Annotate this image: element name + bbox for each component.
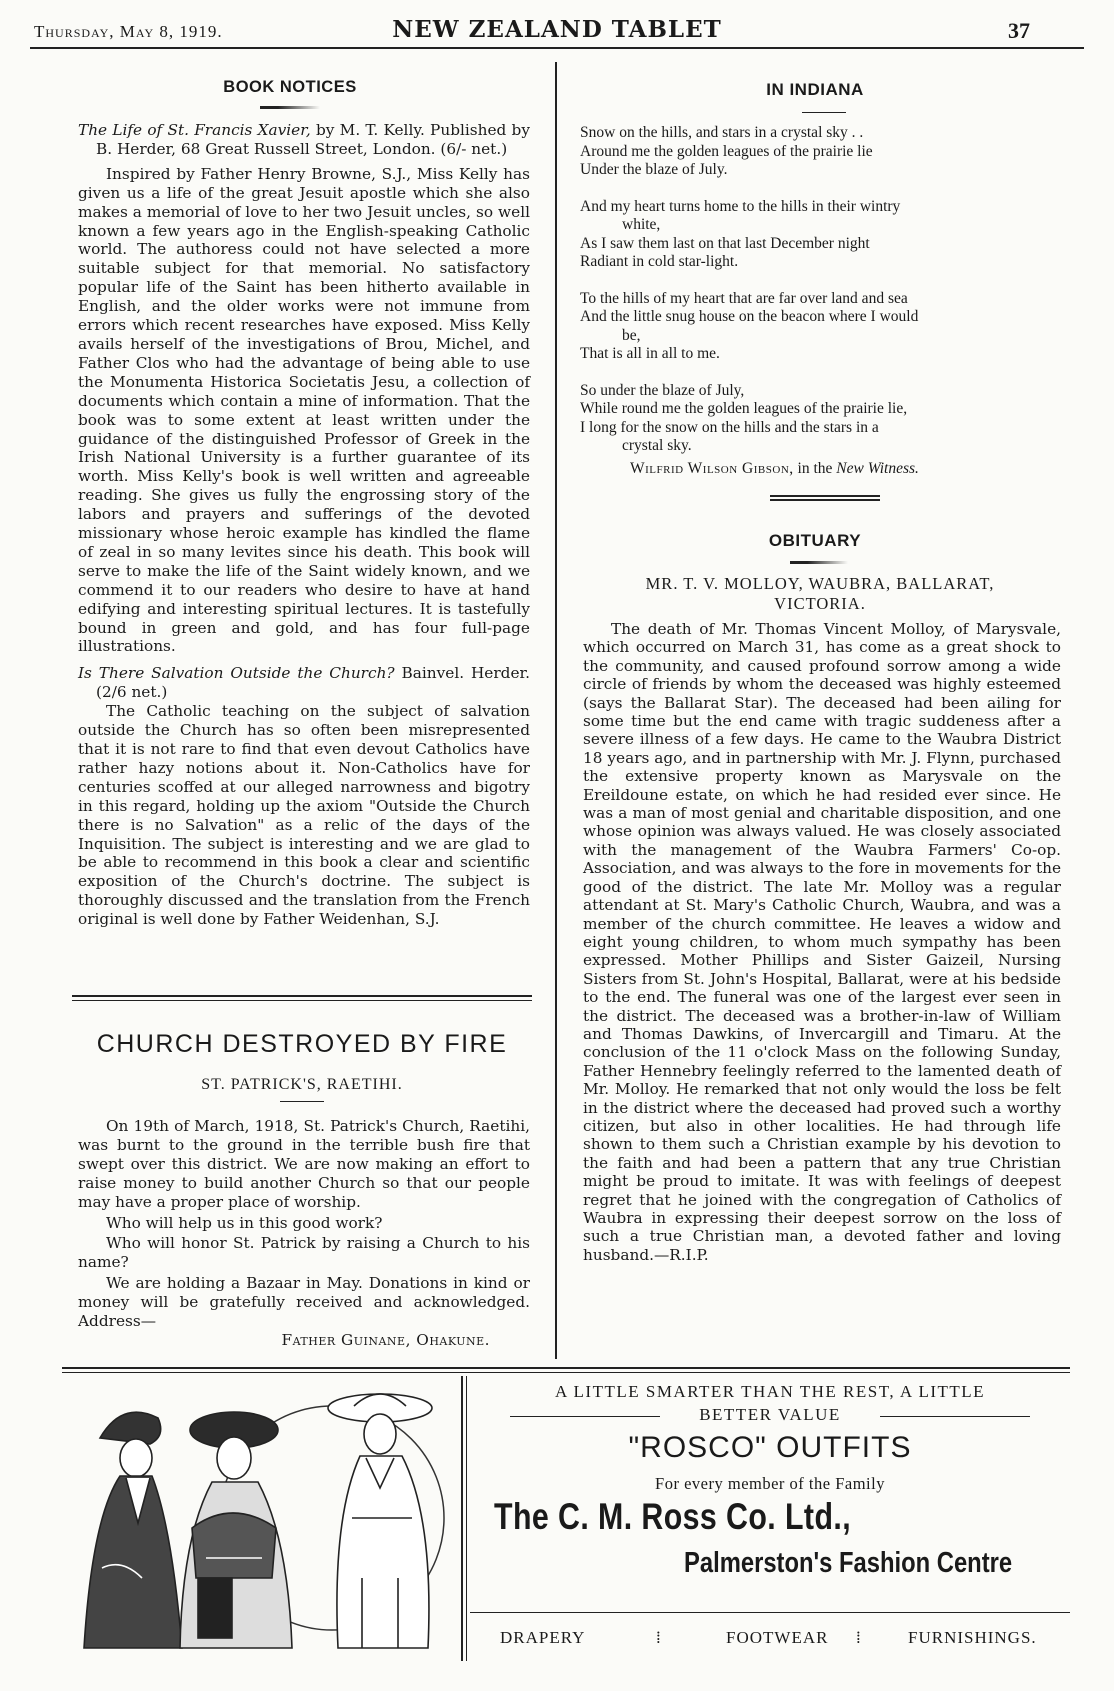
poem-line: Radiant in cold star-light. [580,253,739,270]
header-rule [30,47,1084,49]
column-divider [555,62,557,1359]
poem-line: crystal sky. [622,437,692,454]
poem-line: That is all in all to me. [580,345,720,362]
poem-body [580,124,1060,478]
ad-bullet-icon: ⁞ [856,1628,862,1647]
ad-rule-bottom [470,1612,1070,1613]
poem-author: Wilfrid Wilson Gibson, [630,459,794,477]
poem-line: As I saw them last on that last December night [580,234,870,252]
poem-end-rule [770,495,880,497]
book2-publisher: Bainvel. Herder. (2/6 net.) [96,664,530,702]
obituary-subheading-line: MR. T. V. MOLLOY, WAUBRA, BALLARAT, [645,574,995,593]
poem-end-rule [770,499,880,501]
ad-department: DRAPERY [500,1628,586,1647]
poem-source-prefix: in the [797,459,833,477]
tagline-dash [880,1416,1030,1417]
poem-stanza [580,124,1060,180]
masthead: NEW ZEALAND TABLET [392,16,722,43]
poem-line: Snow on the hills, and stars in a crystal sky . . [580,124,864,141]
poem-line: While round me the golden leagues of the prairie lie, [580,400,908,417]
ad-rule-top2 [62,1372,1070,1373]
book1-publisher: by M. T. Kelly. Published by B. Herder, 68 Great Russell Street, London. (6/- net.) [96,121,530,158]
ad-for-line: For every member of the Family [655,1474,885,1493]
poem-line: And the little snug house on the beacon where I would [580,308,919,325]
book-notices-heading: BOOK NOTICES [223,78,357,96]
church-fire-signature: Father Guinane, Ohakune. [281,1330,490,1349]
church-fire-paragraph: Who will help us in this good work? [106,1213,383,1232]
church-fire-paragraph: On 19th of March, 1918, St. Patrick's Church, Raetihi, was burnt to the ground in the terrible bush fire that swept over this district. We are now making an effort to raise money to build another Church so that our people may have a proper place of worship. [78,1117,530,1211]
ad-department: FURNISHINGS. [908,1628,1037,1647]
poem-attribution [580,460,1060,479]
heading-ornament [790,561,848,564]
ad-tagline-2-row [510,1405,1030,1427]
obituary-heading: OBITUARY [768,531,862,550]
section-rule-bottom [72,1000,532,1001]
book2-citation [78,664,530,702]
poem-line: I long for the snow on the hills and the stars in a [580,418,879,436]
poem-stanza [580,198,1060,272]
fashion-figures-image [62,1378,456,1658]
church-fire-heading: CHURCH DESTROYED BY FIRE [96,1030,508,1058]
book1-title: The Life of St. Francis Xavier, [78,121,311,139]
page-number: 37 [1008,18,1030,43]
tagline-dash [510,1416,660,1417]
ad-departments [500,1628,1070,1650]
fashion-illustration [62,1378,456,1658]
heading-ornament [260,106,320,109]
figure-right [328,1394,432,1648]
book2-title: Is There Salvation Outside the Church? [78,664,395,683]
book1-citation [78,121,530,159]
obituary-subheading-line: VICTORIA. [774,594,866,613]
church-fire-subheading: ST. PATRICK'S, RAETIHI. [201,1076,403,1093]
poem-line: Around me the golden leagues of the prairie lie [580,142,873,160]
figure-middle [180,1412,292,1648]
church-fire-paragraph: We are holding a Bazaar in May. Donations in kind or money will be gratefully received and acknowledged. Address— [78,1274,530,1331]
ad-rule-top [62,1367,1070,1369]
poem-stanza [580,290,1060,364]
ad-divider [466,1376,467,1661]
ad-tagline-2: BETTER VALUE [699,1405,841,1424]
book2-review: The Catholic teaching on the subject of salvation outside the Church has so often been misrepresented that it is not rare to find that even devout Catholics have rather hazy notions about it. Non-Catholics have for centuries scoffed at our alleged narrowness and bigotry in this regard, holding up the axiom "Outside the Church there is no Salvation" as a relic of the days of the Inquisition. The subject is interesting and we are glad to be able to recommend in this book a clear and scientific exposition of the Church's doctrine. The subject is thoroughly discussed and the translation from the French original is well done by Father Weidenhan, S.J. [78,702,530,929]
book1-review: Inspired by Father Henry Browne, S.J., Miss Kelly has given us a life of the great Jesuit apostle which she also makes a memorial of love to her two Jesuit uncles, so well known a few years ago in the English-speaking Catholic world. The authoress could not have selected a more suitable subject for that memorial. No satisfactory popular life of the Saint has been hitherto available in English, and the older works were not immune from errors which recent researches have exposed. Miss Kelly avails herself of the investigations of Brou, Michel, and Father Clos who had the advantage of being able to use the Monumenta Historica Societatis Jesu, a collection of documents which contain a mine of information. That the book was to some extent at least written under the guidance of the distinguished Professor of Greek in the Irish National University is a further guarantee of its worth. Miss Kelly's book is well written and agreeable reading. She gives us fully the engrossing story of the labors and prayers and sufferings of the devoted missionary whose heroic example has kindled the flame of zeal in so many levites since his death. This book will serve to make the life of the Saint widely known, and we commend it to our readers who desire to have at hand edifying and interesting spiritual lectures. It is tastefully bound in green and gold, and has four full-page illustrations. [78,164,530,656]
poem-line: be, [622,326,641,344]
ad-bullet-icon: ⁞ [656,1628,662,1647]
subheading-rule [280,1101,324,1102]
book-notices-body [78,121,530,929]
obituary-text: The death of Mr. Thomas Vincent Molloy, of Marysvale, which occurred on March 31, has come as a great shock to the community, and caused profound sorrow among a wide circle of friends by whom the deceased was highly esteemed (says the Ballarat Star). The deceased had been ailing for some time but the end came with tragic suddeness after a severe illness of a few days. He came to the Waubra District 18 years ago, and in partnership with Mr. J. Flynn, purchased the extensive property known as Marysvale on the Ereildoune estate, on which he had resided ever since. He was a man of most genial and charitable disposition, and one whose opinion was always valued. He was closely associated with the management of the Waubra Farmers' Co-op. Association, and was always to the fore in movements for the good of the district. The late Mr. Molloy was a regular attendant at St. Mary's Catholic Church, Waubra, and was a member of the church committee. He leaves a widow and eight young children, to whom much sympathy has been expressed. Mother Phillips and Sister Gaizeil, Nursing Sisters from St. John's Hospital, Ballarat, were at his bedside to the end. The funeral was one of the largest ever seen in the district. The deceased was a brother-in-law of William and Thomas Dawkins, of Invercargill and Timaru. At the conclusion of the 11 o'clock Mass on the following Sunday, Father Hennebry feelingly referred to the lamented death of Mr. Molloy. He remarked that not only would the loss be felt in the district where the deceased had proved such a worthy citizen, but also in other localities. He had through life shown to them such a Christian example by his devotion to the faith and had been a pattern that any true Christian might be proud to imitate. It was with feelings of deepest regret that he joined with the congregation of Catholics of Waubra in expressing their deepest sorrow on the loss of such a true Christian man, a devoted father and loving husband.—R.I.P. [583,620,1061,1264]
poem-heading: IN INDIANA [766,80,864,99]
obituary-subheading [580,574,1060,614]
ad-department: FOOTWEAR [726,1628,829,1647]
poem-line: Under the blaze of July. [580,161,728,178]
running-date: Thursday, May 8, 1919. [34,22,223,41]
poem-source: New Witness. [836,459,919,477]
church-fire-body [78,1117,530,1350]
section-rule-top [72,995,532,997]
ad-centre: Palmerston's Fashion Centre [684,1547,1013,1579]
figure-left [84,1412,182,1648]
poem-stanza [580,382,1060,456]
poem-line: And my heart turns home to the hills in their wintry [580,197,901,215]
poem-line: To the hills of my heart that are far over land and sea [580,289,908,307]
obituary-body [583,620,1061,1264]
ad-company: The C. M. Ross Co. Ltd., [494,1496,852,1537]
ad-tagline-1: A LITTLE SMARTER THAN THE REST, A LITTLE [554,1382,986,1401]
church-fire-paragraph: Who will honor St. Patrick by raising a Church to his name? [78,1234,530,1272]
ad-product: "ROSCO" OUTFITS [628,1431,912,1464]
ad-divider [461,1376,463,1661]
poem-line: white, [622,216,661,233]
poem-heading-rule [802,112,846,113]
poem-line: So under the blaze of July, [580,381,745,399]
